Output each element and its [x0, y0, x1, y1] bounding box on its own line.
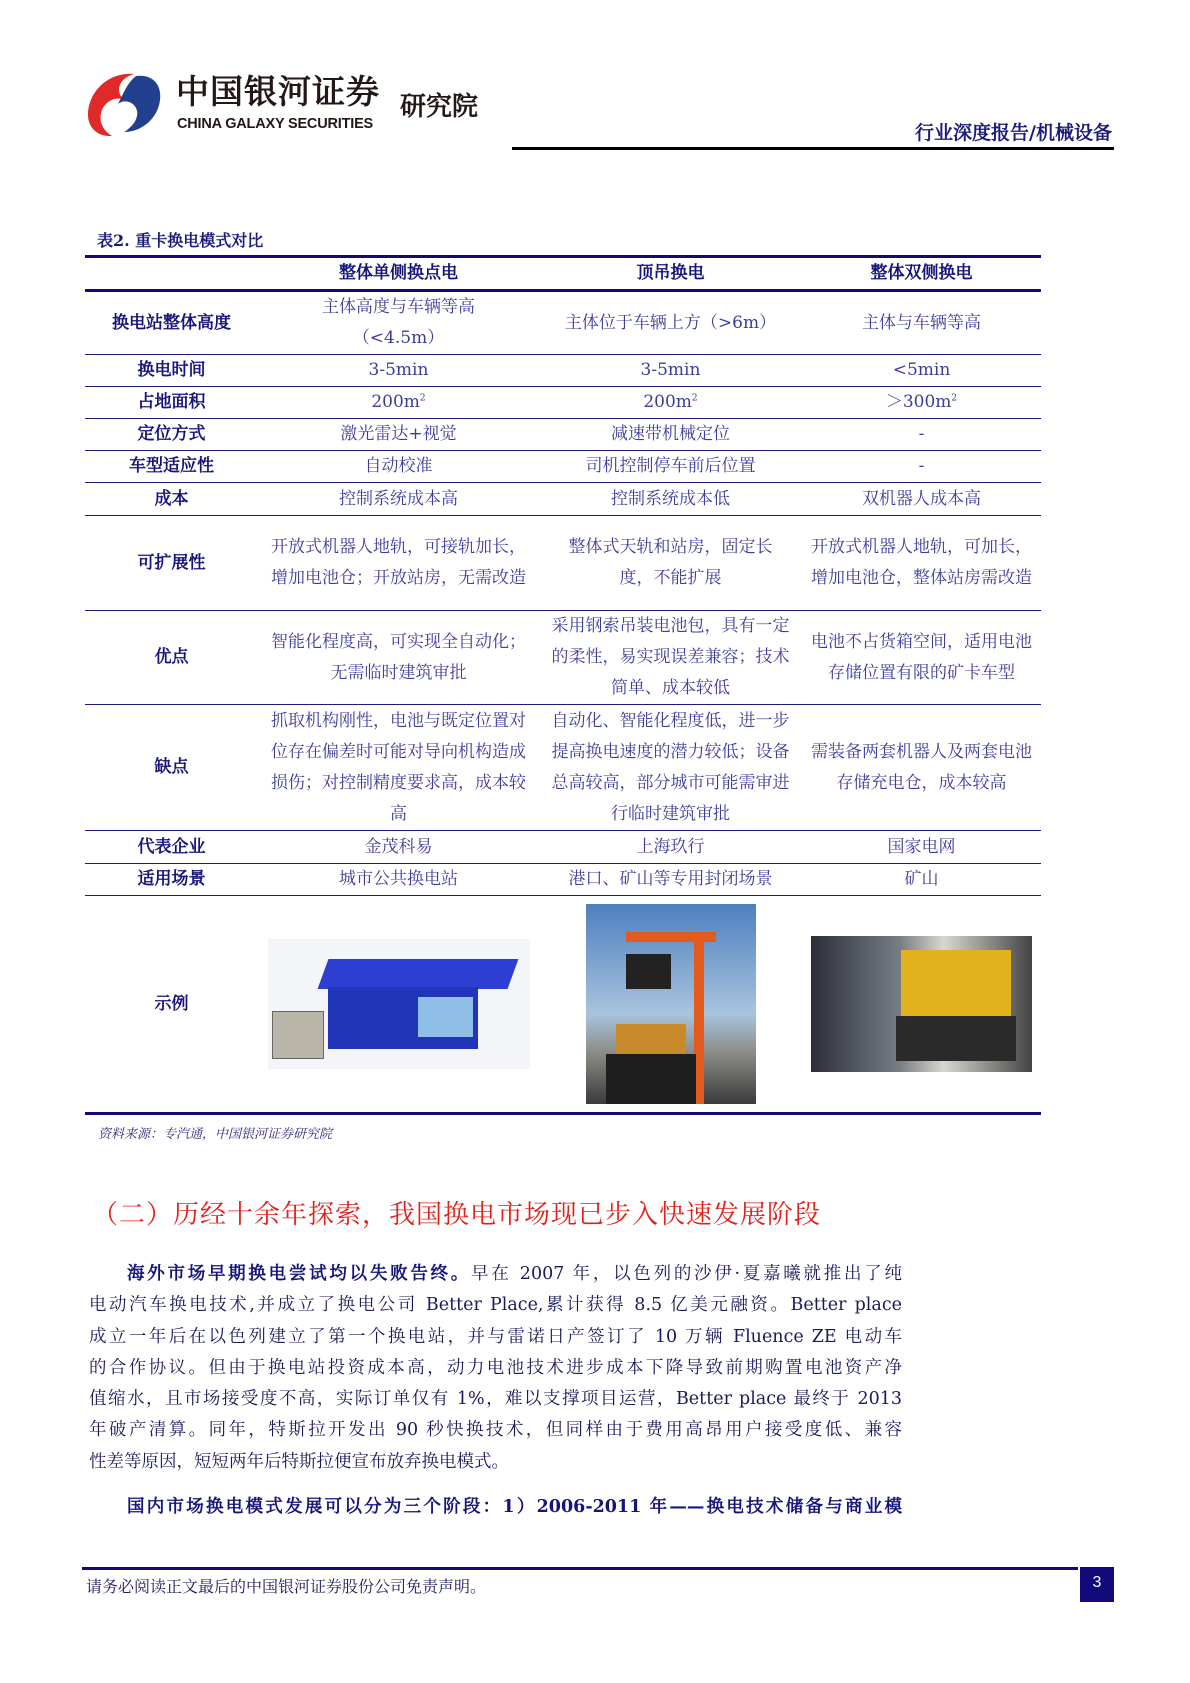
table-cell: 自动化、智能化程度低，进一步提高换电速度的潜力较低；设备总高较高，部分城市可能需审进行临时建筑审批 — [539, 705, 802, 831]
column-header — [85, 257, 258, 291]
table-row — [85, 387, 1041, 419]
table-cell: 矿山 — [802, 864, 1041, 896]
body-paragraph-bold: 国内市场换电模式发展可以分为三个阶段：1）2006-2011 年——换电技术储备与商业模 — [127, 1497, 902, 1518]
row-header: 成本 — [85, 483, 258, 516]
page-number: 3 — [1080, 1567, 1114, 1602]
paragraph-line: 成立一年后在以色列建立了第一个换电站，并与雷诺日产签订了 10 万辆 Fluence ZE 电动车 — [89, 1326, 902, 1347]
table-cell: 司机控制停车前后位置 — [539, 451, 802, 483]
table-cell: - — [802, 451, 1041, 483]
table-row — [85, 355, 1041, 387]
row-header: 优点 — [85, 611, 258, 705]
table-cell: 抓取机构刚性，电池与既定位置对位存在偏差时可能对导向机构造成损伤；对控制精度要求高，成本较高 — [258, 705, 539, 831]
table-cell: 主体位于车辆上方（>6m） — [539, 291, 802, 355]
table-cell: 双机器人成本高 — [802, 483, 1041, 516]
table-cell: 控制系统成本高 — [258, 483, 539, 516]
paragraph-lead: 海外市场早期换电尝试均以失败告终。 — [127, 1264, 472, 1284]
table-cell — [539, 896, 802, 1114]
table-cell: 减速带机械定位 — [539, 419, 802, 451]
table-source: 资料来源：专汽通，中国银河证券研究院 — [98, 1127, 333, 1142]
table-cell: 3-5min — [258, 355, 539, 387]
table-cell: 激光雷达+视觉 — [258, 419, 539, 451]
top-lift-station-image — [586, 904, 756, 1104]
brand-name-cn: 中国银河证券 — [176, 72, 380, 111]
double-side-station-image — [811, 936, 1032, 1072]
table-cell: 3-5min — [539, 355, 802, 387]
row-header: 代表企业 — [85, 831, 258, 864]
table-cell: 智能化程度高，可实现全自动化；无需临时建筑审批 — [258, 611, 539, 705]
table-row — [85, 705, 1041, 831]
area-value: 200m — [643, 392, 692, 412]
table-row — [85, 451, 1041, 483]
header-divider — [512, 147, 1114, 150]
table-cell: 采用钢索吊装电池包，具有一定的柔性，易实现误差兼容；技术简单、成本较低 — [539, 611, 802, 705]
row-header: 占地面积 — [85, 387, 258, 419]
table-cell: 需装备两套机器人及两套电池存储充电仓，成本较高 — [802, 705, 1041, 831]
page-body — [85, 229, 1041, 1523]
table-row — [85, 864, 1041, 896]
column-header: 整体双侧换电 — [802, 257, 1041, 291]
row-header: 换电站整体高度 — [85, 291, 258, 355]
row-header: 可扩展性 — [85, 516, 258, 611]
row-header: 车型适应性 — [85, 451, 258, 483]
paragraph-text: 早在 2007 年，以色列的沙伊·夏嘉曦就推出了纯 — [471, 1264, 902, 1284]
paragraph-line: 的合作协议。但由于换电站投资成本高，动力电池技术进步成本下降导致前期购置电池资产净 — [89, 1357, 902, 1378]
row-header: 缺点 — [85, 705, 258, 831]
table-row — [85, 419, 1041, 451]
area-value: ＞300m — [885, 392, 952, 412]
footer-disclaimer: 请务必阅读正文最后的中国银河证券股份公司免责声明。 — [86, 1577, 487, 1596]
superscript: 2 — [951, 393, 958, 404]
table-row — [85, 831, 1041, 864]
row-header: 示例 — [85, 896, 258, 1114]
table-cell: - — [802, 419, 1041, 451]
table-cell: 开放式机器人地轨，可接轨加长，增加电池仓；开放站房，无需改造 — [258, 516, 539, 611]
table-cell: 金茂科易 — [258, 831, 539, 864]
brand-name-en: CHINA GALAXY SECURITIES — [177, 116, 374, 132]
paragraph-line: 电动汽车换电技术,并成立了换电公司 Better Place,累计获得 8.5 亿美元融资。Better place — [89, 1295, 902, 1316]
row-header: 换电时间 — [85, 355, 258, 387]
single-side-station-image — [268, 939, 530, 1069]
table-cell: 主体与车辆等高 — [802, 291, 1041, 355]
table-cell: 国家电网 — [802, 831, 1041, 864]
table-cell — [258, 896, 539, 1114]
table-row — [85, 291, 1041, 355]
table-row — [85, 611, 1041, 705]
table-cell: 开放式机器人地轨，可加长，增加电池仓，整体站房需改造 — [802, 516, 1041, 611]
table-cell: 电池不占货箱空间，适用电池存储位置有限的矿卡车型 — [802, 611, 1041, 705]
superscript: 2 — [419, 393, 426, 404]
paragraph-line: 性差等原因，短短两年后特斯拉便宣布放弃换电模式。 — [89, 1451, 509, 1472]
table-cell: 主体高度与车辆等高（<4.5m） — [258, 291, 539, 355]
table-row — [85, 516, 1041, 611]
table-row-examples — [85, 896, 1041, 1114]
table-cell: 港口、矿山等专用封闭场景 — [539, 864, 802, 896]
table-cell: 城市公共换电站 — [258, 864, 539, 896]
brand-subtitle: 研究院 — [400, 92, 479, 122]
paragraph-line: 年破产清算。同年，特斯拉开发出 90 秒快换技术，但同样由于费用高昂用户接受度低、兼容 — [89, 1420, 902, 1441]
table-cell — [802, 896, 1041, 1114]
china-galaxy-logo — [84, 70, 164, 138]
table-header-row — [85, 257, 1041, 291]
table-cell: 上海玖行 — [539, 831, 802, 864]
paragraph-line — [89, 1259, 902, 1290]
table-cell: 整体式天轨和站房，固定长度，不能扩展 — [539, 516, 802, 611]
table-caption: 表2. 重卡换电模式对比 — [97, 231, 264, 250]
column-header: 整体单侧换点电 — [258, 257, 539, 291]
paragraph-line: 值缩水，且市场接受度不高，实际订单仅有 1%，难以支撑项目运营，Better place 最终于 2013 — [89, 1389, 902, 1410]
table-cell: <5min — [802, 355, 1041, 387]
row-header: 适用场景 — [85, 864, 258, 896]
body-paragraph — [89, 1259, 902, 1478]
table-cell: 自动校准 — [258, 451, 539, 483]
column-header: 顶吊换电 — [539, 257, 802, 291]
comparison-table — [85, 255, 1041, 1115]
footer-divider — [82, 1567, 1078, 1570]
area-value: 200m — [371, 392, 420, 412]
table-row — [85, 483, 1041, 516]
table-cell — [539, 387, 802, 419]
report-type: 行业深度报告/机械设备 — [915, 122, 1112, 144]
section-heading: （二）历经十余年探索，我国换电市场现已步入快速发展阶段 — [92, 1200, 822, 1230]
table-cell — [802, 387, 1041, 419]
row-header: 定位方式 — [85, 419, 258, 451]
superscript: 2 — [691, 393, 698, 404]
table-cell — [258, 387, 539, 419]
table-cell: 控制系统成本低 — [539, 483, 802, 516]
